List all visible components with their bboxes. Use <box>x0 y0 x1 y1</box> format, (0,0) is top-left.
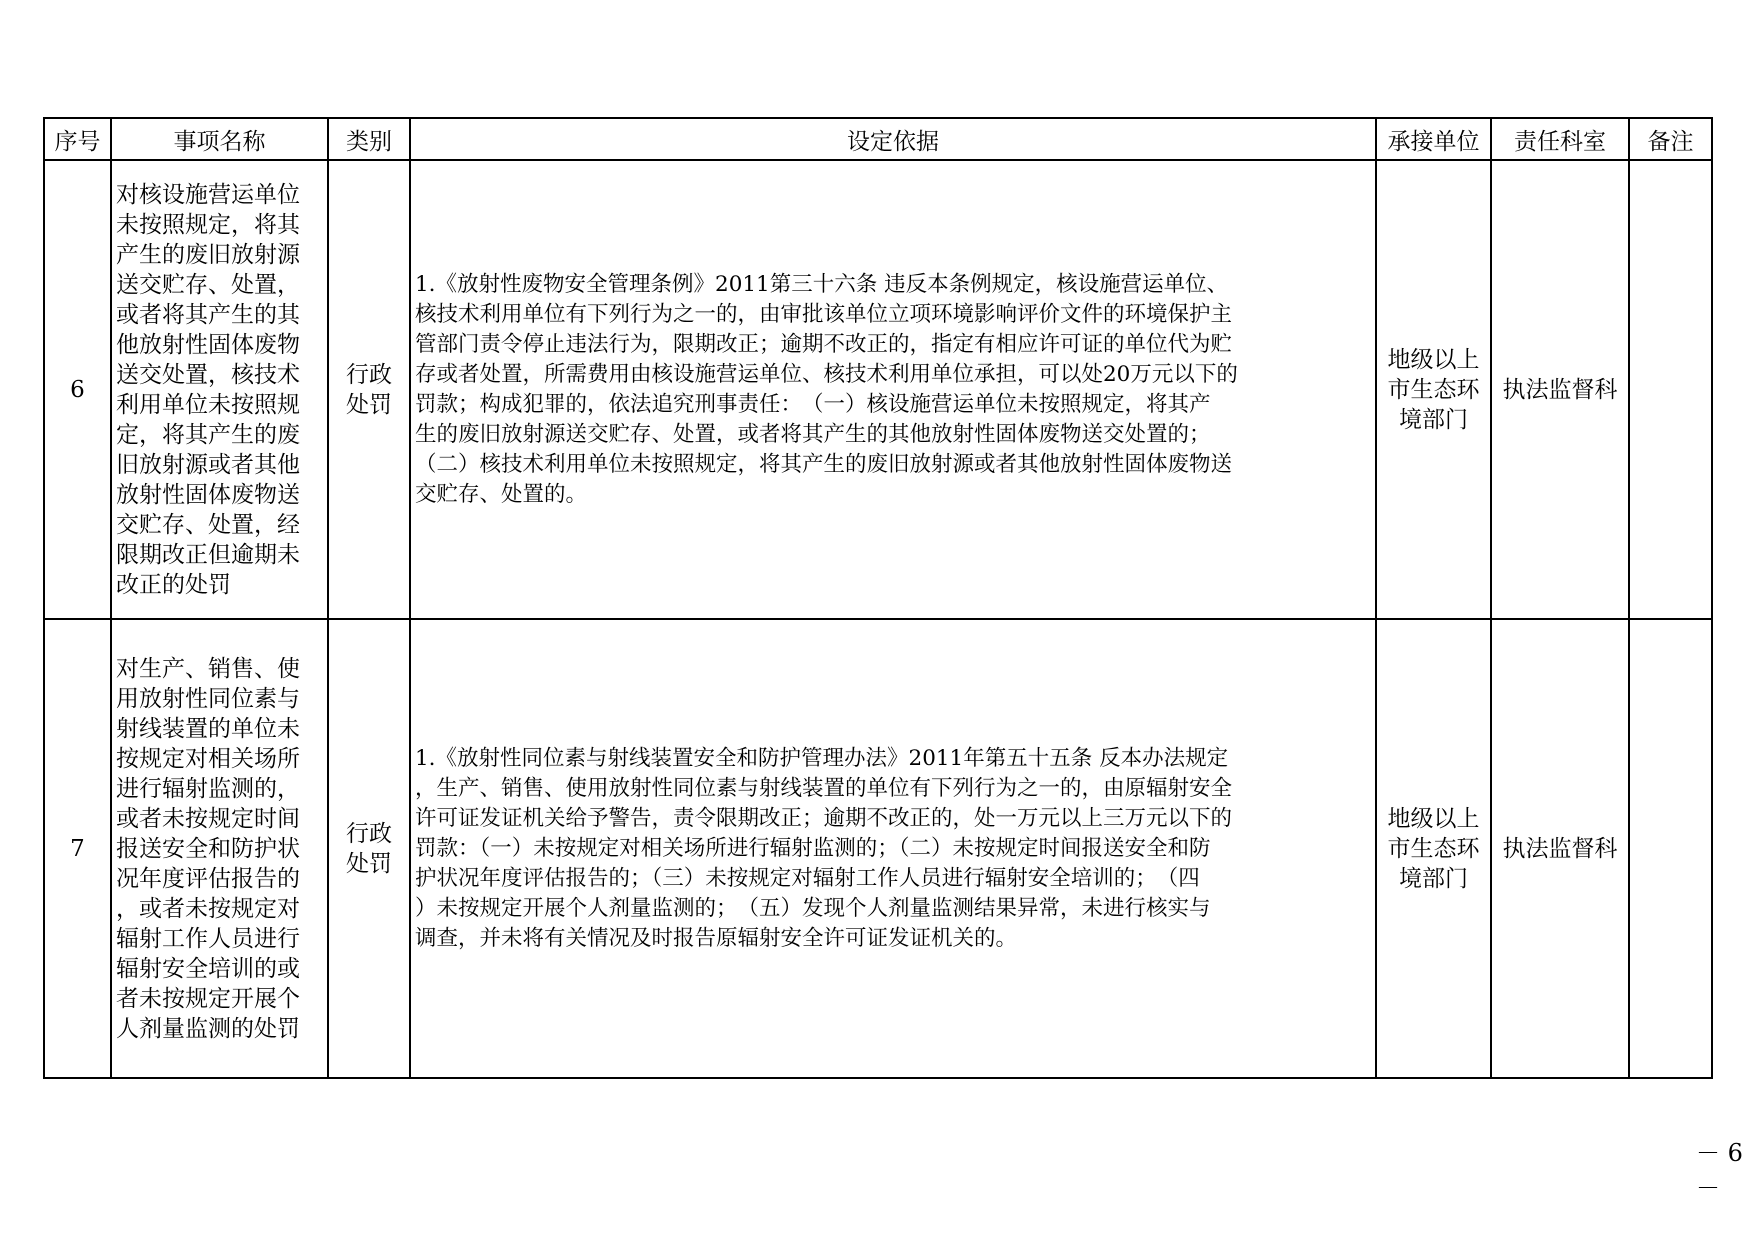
cell-basis <box>410 619 1376 1078</box>
cell-basis-line: 罚款；构成犯罪的，依法追究刑事责任： （一）核设施营运单位未按照规定，将其产 <box>415 391 1211 417</box>
cell-unit-line: 地级以上 <box>1387 346 1480 373</box>
cell-category <box>328 160 410 619</box>
cell-basis-line: 管部门责令停止违法行为，限期改正；逾期不改正的，指定有相应许可证的单位代为贮 <box>415 331 1233 357</box>
header-unit: 承接单位 <box>1376 118 1491 160</box>
cell-name-line: 者未按规定开展个 <box>116 985 300 1012</box>
cell-basis-line: ）未按规定开展个人剂量监测的； （五）发现个人剂量监测结果异常，未进行核实与 <box>415 895 1211 921</box>
cell-basis-line: 1.《放射性废物安全管理条例》2011第三十六条 违反本条例规定，核设施营运单位、 <box>415 271 1229 297</box>
cell-basis-line: 罚款：（一）未按规定对相关场所进行辐射监测的；（二）未按规定时间报送安全和防 <box>415 835 1211 861</box>
header-no: 序号 <box>44 118 111 160</box>
cell-basis-line: 1.《放射性同位素与射线装置安全和防护管理办法》2011年第五十五条 反本办法规定 <box>415 745 1229 771</box>
cell-name-line: 未按照规定，将其 <box>116 211 300 238</box>
header-remark: 备注 <box>1629 118 1712 160</box>
header-dept: 责任科室 <box>1491 118 1629 160</box>
cell-basis-line: 护状况年度评估报告的；（三）未按规定对辐射工作人员进行辐射安全培训的； （四 <box>415 865 1200 891</box>
cell-name-line: 射线装置的单位未 <box>116 715 300 742</box>
cell-name-line: 送交处置，核技术 <box>116 361 300 388</box>
cell-unit <box>1376 160 1491 619</box>
cell-unit-line: 市生态环 <box>1387 835 1480 862</box>
cell-remark <box>1629 619 1712 1078</box>
cell-category <box>328 619 410 1078</box>
cell-basis-line: 调查，并未将有关情况及时报告原辐射安全许可证发证机关的。 <box>415 925 1018 951</box>
cell-name-line: 进行辐射监测的， <box>116 775 300 802</box>
header-category: 类别 <box>328 118 410 160</box>
cell-no: 7 <box>44 619 111 1078</box>
cell-no: 6 <box>44 160 111 619</box>
cell-basis-line: 核技术利用单位有下列行为之一的，由审批该单位立项环境影响评价文件的环境保护主 <box>415 301 1233 327</box>
cell-name-line: 产生的废旧放射源 <box>116 241 300 268</box>
cell-dept: 执法监督科 <box>1491 160 1629 619</box>
cell-name <box>111 160 328 619</box>
cell-name-line: 限期改正但逾期未 <box>116 541 300 568</box>
cell-name-line: 旧放射源或者其他 <box>116 451 300 478</box>
cell-name-line: 对生产、销售、使 <box>116 655 300 682</box>
page-number: － 6 － <box>1696 1139 1743 1202</box>
cell-category-line: 处罚 <box>346 850 392 877</box>
cell-name-line: 改正的处罚 <box>116 571 231 598</box>
cell-basis-line: （二）核技术利用单位未按照规定，将其产生的废旧放射源或者其他放射性固体废物送 <box>415 451 1233 477</box>
cell-unit-line: 境部门 <box>1399 865 1468 892</box>
cell-name-line: 或者未按规定时间 <box>116 805 300 832</box>
cell-name-line: 或者将其产生的其 <box>116 301 300 328</box>
cell-basis-line: 交贮存、处置的。 <box>415 481 588 507</box>
cell-name-line: 用放射性同位素与 <box>116 685 300 712</box>
cell-name-line: 辐射安全培训的或 <box>116 955 300 982</box>
cell-name <box>111 619 328 1078</box>
cell-remark <box>1629 160 1712 619</box>
cell-name-line: 况年度评估报告的 <box>116 865 300 892</box>
cell-name-line: 定，将其产生的废 <box>116 421 300 448</box>
table-row <box>44 160 1712 619</box>
cell-name-line: 利用单位未按照规 <box>116 391 300 418</box>
cell-name-line: 送交贮存、处置， <box>116 271 300 298</box>
cell-name-line: ，或者未按规定对 <box>116 895 300 922</box>
header-name: 事项名称 <box>111 118 328 160</box>
cell-dept: 执法监督科 <box>1491 619 1629 1078</box>
cell-name-line: 报送安全和防护状 <box>116 835 300 862</box>
cell-category-line: 行政 <box>346 361 392 388</box>
cell-basis-line: 存或者处置，所需费用由核设施营运单位、核技术利用单位承担，可以处20万元以下的 <box>415 361 1238 387</box>
cell-basis-line: ，生产、销售、使用放射性同位素与射线装置的单位有下列行为之一的，由原辐射安全 <box>415 775 1233 801</box>
cell-name-line: 人剂量监测的处罚 <box>116 1015 300 1042</box>
cell-basis-line: 生的废旧放射源送交贮存、处置，或者将其产生的其他放射性固体废物送交处置的； <box>415 421 1211 447</box>
cell-category-line: 处罚 <box>346 391 392 418</box>
cell-unit-line: 地级以上 <box>1387 805 1480 832</box>
cell-unit-line: 境部门 <box>1399 406 1468 433</box>
cell-name-line: 交贮存、处置，经 <box>116 511 300 538</box>
cell-unit-line: 市生态环 <box>1387 376 1480 403</box>
cell-name-line: 辐射工作人员进行 <box>116 925 300 952</box>
cell-name-line: 他放射性固体废物 <box>116 331 300 358</box>
items-table <box>43 117 1713 1079</box>
cell-name-line: 放射性固体废物送 <box>116 481 300 508</box>
cell-basis-line: 许可证发证机关给予警告，责令限期改正；逾期不改正的，处一万元以上三万元以下的 <box>415 805 1233 831</box>
cell-name-line: 按规定对相关场所 <box>116 745 300 772</box>
table-row <box>44 619 1712 1078</box>
cell-unit <box>1376 619 1491 1078</box>
table-header <box>44 118 1712 160</box>
cell-category-line: 行政 <box>346 820 392 847</box>
cell-name-line: 对核设施营运单位 <box>116 181 300 208</box>
header-basis: 设定依据 <box>410 118 1376 160</box>
cell-basis <box>410 160 1376 619</box>
